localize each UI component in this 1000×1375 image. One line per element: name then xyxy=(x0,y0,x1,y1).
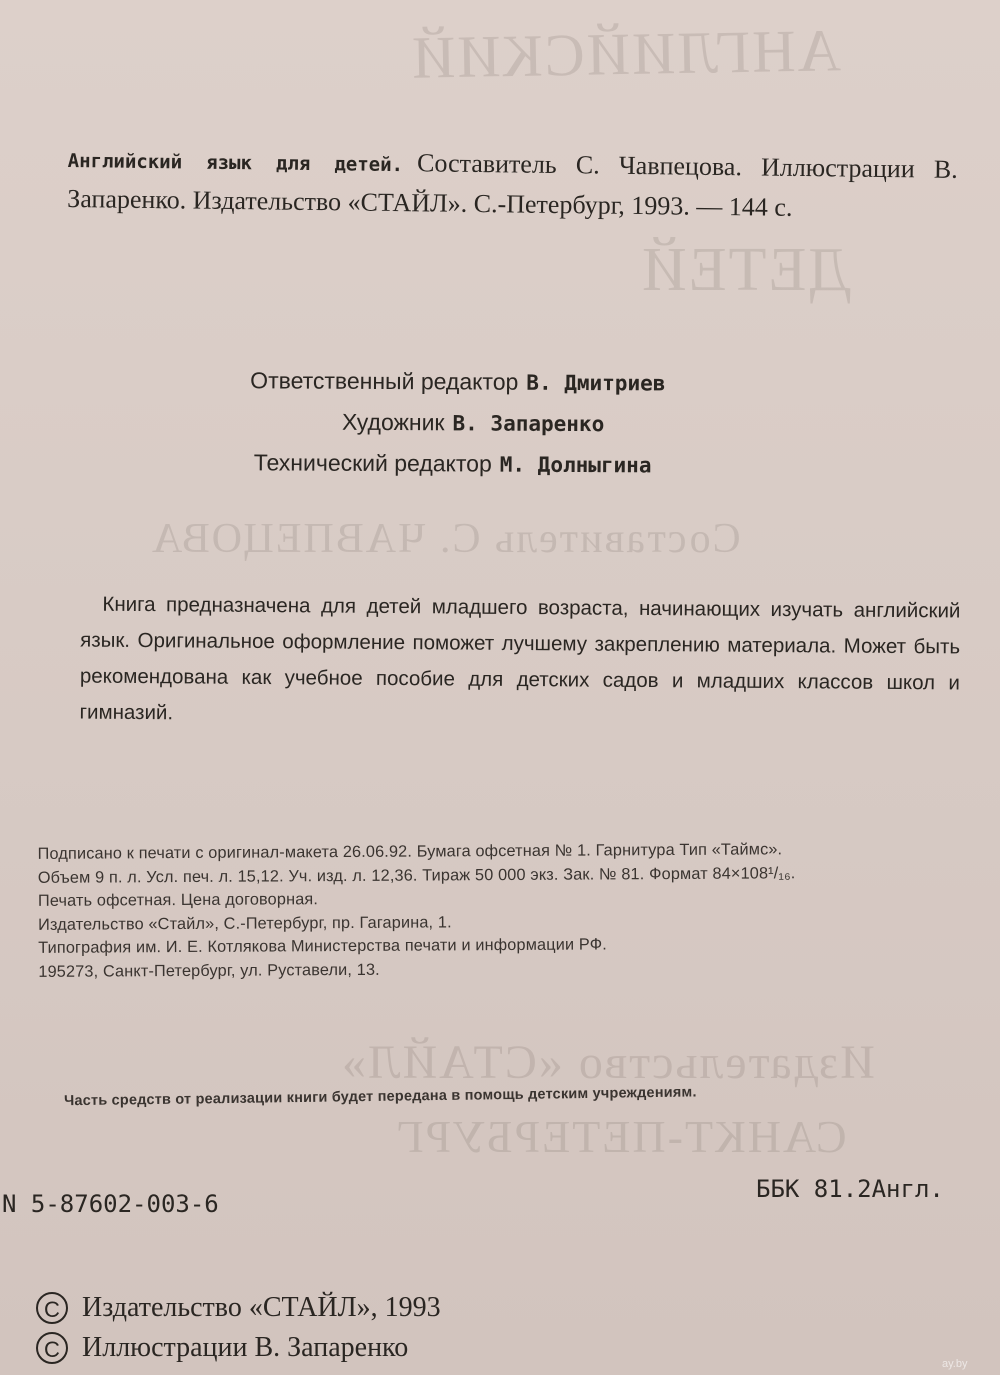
book-title: Английский язык для детей. xyxy=(67,149,404,177)
ghost-text: ДЕТЕЙ xyxy=(640,236,851,304)
copyright-text: Иллюстрации В. Запаренко xyxy=(82,1332,409,1363)
copyright-line xyxy=(36,1332,736,1364)
credits-block xyxy=(250,360,901,486)
credit-role: Ответственный редактор xyxy=(250,367,519,395)
imprint-block xyxy=(38,837,984,984)
isbn: N 5-87602-003-6 xyxy=(2,1190,219,1218)
imprint-line: Издательство «Стайл», С.-Петербург, пр. Гагарина, 1. xyxy=(38,912,452,934)
imprint-line: Подписано к печати с оригинал-макета 26.06.92. Бумага офсетная № 1. Гарнитура Тип «Таймс». xyxy=(37,840,783,863)
funds-note: Часть средств от реализации книги будет передана в помощь детским учреждениям. xyxy=(63,1084,697,1110)
watermark: ay.by xyxy=(942,1358,968,1370)
ghost-text: Издательство «СТАЙЛ» xyxy=(340,1036,875,1089)
copyright-icon: C xyxy=(36,1292,68,1324)
annotation-text: Книга предназначена для детей младшего возраста, начинающих изучать английский язык. Оригинальное оформление поможет лучшему закреплению материала. Может быть рекомендована как учебное пособие для детских садов и младших классов школ и гимназий. xyxy=(79,592,961,725)
credit-role: Технический редактор xyxy=(253,449,492,477)
copyright-text: Издательство «СТАЙЛ», 1993 xyxy=(82,1292,441,1323)
bibliographic-details: Составитель С. Чавпецова. Иллюстрации В. Запаренко. Издательство «СТАЙЛ». С.-Петербург, 1993. — 144 с. xyxy=(67,148,958,222)
ghost-text: САНКТ-ПЕТЕРБУРГ xyxy=(395,1111,847,1162)
credit-person: В. Дмитриев xyxy=(526,370,666,396)
bibliographic-entry xyxy=(67,140,958,229)
credit-row xyxy=(250,442,900,486)
credit-row xyxy=(250,360,900,404)
imprint-line: 195273, Санкт-Петербург, ул. Руставели, 13. xyxy=(38,960,380,981)
imprint-line: Объем 9 п. л. Усл. печ. л. 15,12. Уч. изд. л. 12,36. Тираж 50 000 экз. Зак. № 81. Формат 84×108¹/₁₆. xyxy=(37,863,796,887)
imprint-line: Печать офсетная. Цена договорная. xyxy=(37,890,319,910)
credit-row xyxy=(250,401,900,445)
credit-person: М. Долныгина xyxy=(499,452,652,478)
imprint-line: Типография им. И. Е. Котлякова Министерства печати и информации РФ. xyxy=(38,935,607,957)
ghost-text: АНГЛИЙСКИЙ xyxy=(409,17,842,91)
credit-person: В. Запаренко xyxy=(452,411,605,437)
ghost-text: Составитель С. ЧАВПЕЦОВА xyxy=(150,516,741,562)
credit-role: Художник xyxy=(341,408,445,436)
copyright-line xyxy=(36,1292,736,1324)
annotation xyxy=(79,587,960,738)
bbk-classification: ББК 81.2Англ. xyxy=(756,1175,944,1203)
copyright-icon: C xyxy=(36,1332,68,1364)
